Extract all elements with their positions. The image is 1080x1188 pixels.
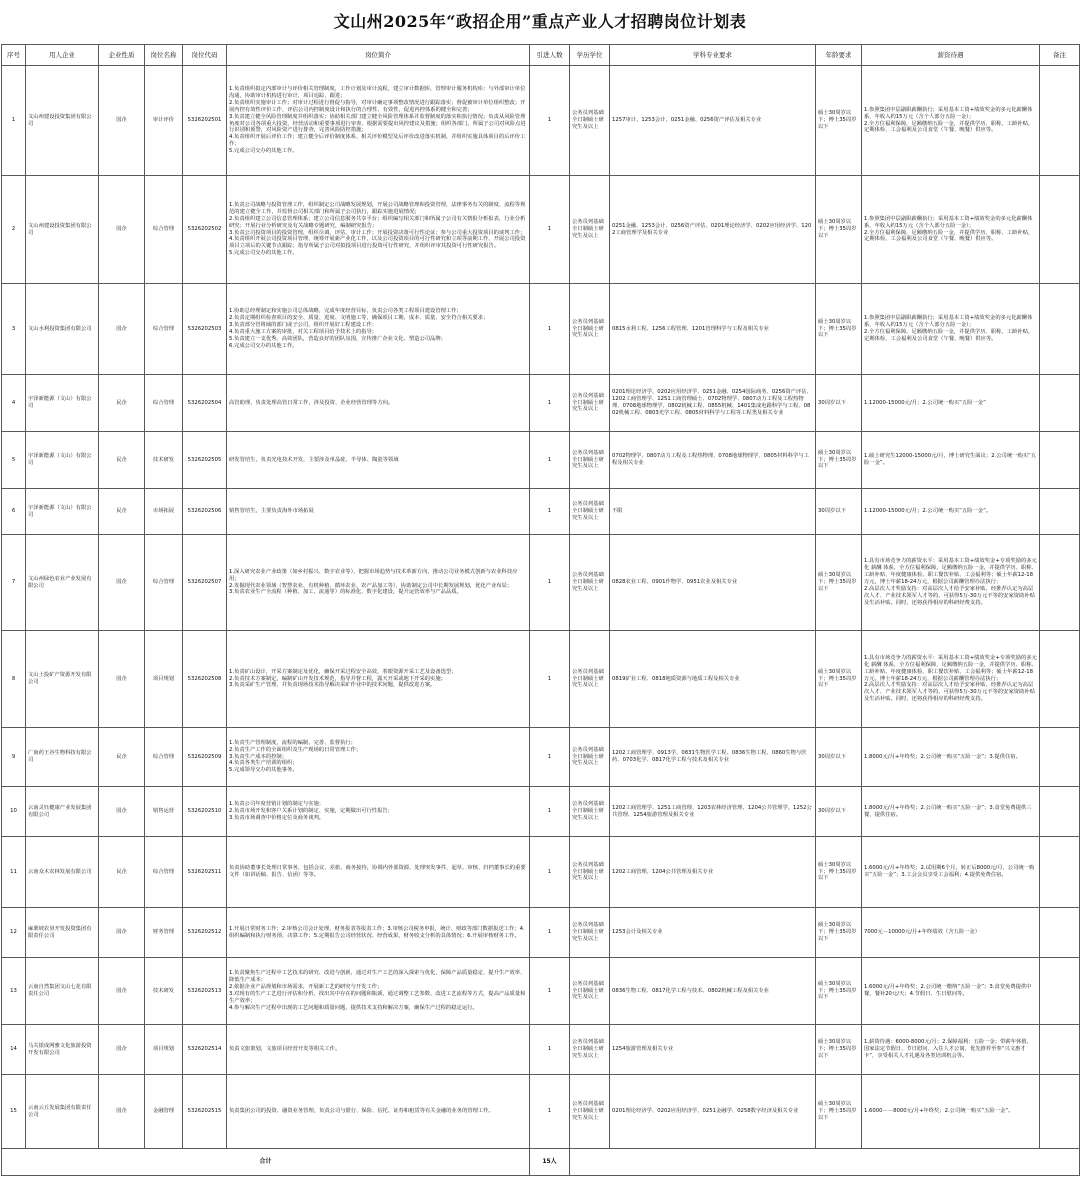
row-number: 2 bbox=[2, 176, 26, 284]
position-name: 技术研发 bbox=[145, 958, 183, 1025]
age-requirement: 硕士30周岁以下；博士35周岁以下 bbox=[816, 66, 862, 176]
table-row bbox=[2, 66, 1080, 176]
company-nature: 国企 bbox=[99, 535, 145, 631]
total-empty bbox=[570, 1149, 1080, 1176]
major-requirement: 1257审计、1253会计、0251金融、0256资产评估及相关专业 bbox=[610, 66, 816, 176]
position-name: 市场拓展 bbox=[145, 489, 183, 535]
salary-benefits: 1.硕士研究生12000-15000元/月，博士研究生面议；2.公司统一购买“五险一金”。 bbox=[862, 432, 1040, 489]
remarks bbox=[1040, 176, 1080, 284]
table-row bbox=[2, 908, 1080, 958]
column-header: 岗位代码 bbox=[183, 45, 227, 66]
column-header: 岗位名称 bbox=[145, 45, 183, 66]
row-number: 10 bbox=[2, 787, 26, 837]
remarks bbox=[1040, 631, 1080, 728]
major-requirement: 0702物理学、0807动力工程及工程热物理、0708地球物理学、0805材料科学与工程及相关专业 bbox=[610, 432, 816, 489]
position-name: 金融管理 bbox=[145, 1075, 183, 1149]
table-row bbox=[2, 1075, 1080, 1149]
position-intro: 1.负责聚焦生产过程中工艺技术的研究、改进与创新，通过对生产工艺的深入探索与优化，保障产品质量稳定、提升生产效率、降低生产成本； 2.依据企业产品规划和市场需求，开展新工艺的研究与开发工作； 3.对现有的生产工艺进行评估和分析，找出其中存在的问题和瓶颈，通过调整工艺参数、改进工艺流程等方式，提高产品质量和生产效率； 4.参与解决生产过程中出现的工艺问题和质量问题，提供技术支持和解决方案，确保生产过程的稳定运行。 bbox=[227, 958, 530, 1025]
hire-count: 1 bbox=[530, 837, 570, 908]
education-requirement: 公务员列基础全日制硕士研究生及以上 bbox=[570, 1025, 610, 1075]
position-name: 综合管理 bbox=[145, 535, 183, 631]
position-intro: 负责集团公司的投资、融资业务管理，负责公司与银行、保险、信托、证券和租赁等有关金融的业务的管理工作。 bbox=[227, 1075, 530, 1149]
position-intro: 研发管培生，负责光电技术开发，主要涉及单晶硅、半导体、陶瓷等领域 bbox=[227, 432, 530, 489]
company-name: 云南自然集团文山七花有限责任公司 bbox=[26, 958, 99, 1025]
position-name: 综合管理 bbox=[145, 284, 183, 375]
total-label: 合计 bbox=[2, 1149, 530, 1176]
company-nature: 国企 bbox=[99, 908, 145, 958]
salary-benefits: 1.8000元/月+年终奖；2.公司统一购买“五险一金”；3.提供住宿。 bbox=[862, 728, 1040, 787]
position-intro: 高管助理，负责处理高管日常工作，涉及投资、企业经营管理等方向。 bbox=[227, 375, 530, 432]
age-requirement: 30周岁以下 bbox=[816, 728, 862, 787]
age-requirement: 硕士30周岁以下；博士35周岁以下 bbox=[816, 535, 862, 631]
position-intro: 1.开展日常财务工作；2.审核公司会计处理，财务报表等报表工作；3.审核公司税务申报，统计、财政等部门数据报送工作；4.组织编制和执行财务预、决算工作；5.定期报告公司经营状况、经营成果，财务收支分析的具体情况；6.开展审核财务工作。 bbox=[227, 908, 530, 958]
hire-count: 1 bbox=[530, 176, 570, 284]
row-number: 5 bbox=[2, 432, 26, 489]
company-nature: 民企 bbox=[99, 837, 145, 908]
remarks bbox=[1040, 1025, 1080, 1075]
recruitment-table bbox=[1, 44, 1080, 1176]
position-name: 综合管理 bbox=[145, 837, 183, 908]
age-requirement: 硕士30周岁以下；博士35周岁以下 bbox=[816, 176, 862, 284]
education-requirement: 公务员列基础全日制硕士研究生及以上 bbox=[570, 284, 610, 375]
company-name: 文山土投矿产资源开发有限公司 bbox=[26, 631, 99, 728]
age-requirement: 硕士30周岁以下；博士35周岁以下 bbox=[816, 1075, 862, 1149]
column-header: 薪资待遇 bbox=[862, 45, 1040, 66]
remarks bbox=[1040, 787, 1080, 837]
education-requirement: 公务员列基础全日制硕士研究生及以上 bbox=[570, 375, 610, 432]
column-header: 年龄要求 bbox=[816, 45, 862, 66]
major-requirement: 0828农业工程、0901作物学、0951农业及相关专业 bbox=[610, 535, 816, 631]
remarks bbox=[1040, 837, 1080, 908]
column-header: 引进人数 bbox=[530, 45, 570, 66]
salary-benefits: 1.8000元/月+年终奖；2.公司统一购买“五险一金”；3.食堂免费提供三餐，提供住宿。 bbox=[862, 787, 1040, 837]
position-name: 综合管理 bbox=[145, 375, 183, 432]
major-requirement: 0251金融、1253会计、0256资产评估、0201理论经济学、0202应用经济学、1202工商管理学及相关专业 bbox=[610, 176, 816, 284]
company-name: 云南云丘发展集团有限责任公司 bbox=[26, 1075, 99, 1149]
position-code: 5326202515 bbox=[183, 1075, 227, 1149]
company-nature: 国企 bbox=[99, 1075, 145, 1149]
salary-benefits: 1.参照集团中层副职薪酬执行；采用基本工资+绩效奖金的多元化薪酬体系，年收入约15万元（含个人部分五险一金）； 2.全方位福利保障，足额缴纳五险一金，并提供学历、职称、工龄补贴，定期体检、工会福利及公司食堂（午餐、晚餐）供应等。 bbox=[862, 176, 1040, 284]
salary-benefits: 1.6000－－8000元/月+年终奖；2.公司统一购买“五险一金”。 bbox=[862, 1075, 1040, 1149]
row-number: 6 bbox=[2, 489, 26, 535]
salary-benefits: 1.薪资待遇：6000-8000元/月；2.保障福利：五险一金；带薪年休假，国家法定节假日、节日慰问、入住人才公寓，优先推荐至参“兴文惠才卡”，享受相关人才礼遇及各类培训机会等。 bbox=[862, 1025, 1040, 1075]
position-code: 5326202513 bbox=[183, 958, 227, 1025]
company-nature: 国企 bbox=[99, 631, 145, 728]
company-name: 宇泽新能源（文山）有限公司 bbox=[26, 432, 99, 489]
company-nature: 国企 bbox=[99, 176, 145, 284]
hire-count: 1 bbox=[530, 908, 570, 958]
column-header: 序号 bbox=[2, 45, 26, 66]
table-row bbox=[2, 535, 1080, 631]
hire-count: 1 bbox=[530, 728, 570, 787]
salary-benefits: 1.12000-15000元/月；2.公司统一购买“五险一金” bbox=[862, 375, 1040, 432]
education-requirement: 公务员列基础全日制硕士研究生及以上 bbox=[570, 66, 610, 176]
hire-count: 1 bbox=[530, 375, 570, 432]
table-row bbox=[2, 432, 1080, 489]
salary-benefits: 1.参照集团中层副职薪酬执行；采用基本工资+绩效奖金的多元化薪酬体系，年收入约15万元（含个人部分五险一金）； 2.全方位福利保障，足额缴纳五险一金，并提供学历、职称、工龄补贴，定期体检、工会福利及公司食堂（午餐、晚餐）供应等。 bbox=[862, 284, 1040, 375]
position-name: 项目规划 bbox=[145, 631, 183, 728]
company-name: 麻栗坡农垦开发投资集团有限责任公司 bbox=[26, 908, 99, 958]
remarks bbox=[1040, 728, 1080, 787]
salary-benefits: 7000元－10000元/月+年终绩效（含五险一金） bbox=[862, 908, 1040, 958]
hire-count: 1 bbox=[530, 66, 570, 176]
remarks bbox=[1040, 489, 1080, 535]
table-row bbox=[2, 284, 1080, 375]
company-nature: 国企 bbox=[99, 787, 145, 837]
company-nature: 民企 bbox=[99, 728, 145, 787]
age-requirement: 硕士30周岁以下；博士35周岁以下 bbox=[816, 1025, 862, 1075]
hire-count: 1 bbox=[530, 535, 570, 631]
column-header: 备注 bbox=[1040, 45, 1080, 66]
column-header: 企业性质 bbox=[99, 45, 145, 66]
major-requirement: 1253会计及相关专业 bbox=[610, 908, 816, 958]
remarks bbox=[1040, 1075, 1080, 1149]
position-code: 5326202507 bbox=[183, 535, 227, 631]
position-code: 5326202502 bbox=[183, 176, 227, 284]
position-intro: 1.负责公司战略与投资管理工作，组织制定公司战略发展规划，开展公司战略管理和投资管理，法律事务有关的制度、流程等规范的建立健全工作，并监督公司相关部门和所属子公司执行，跟踪实施进展情况； 2.负责组织建立公司信息管理体系；建立公司信息服务共享平台；组织编写相关部门和所属子公司有关情报分析报表，行业分析研究；开展行业分析研究及有关战略专题研究，编制研究报告； 3.负责公司投资项目的投资管理，组织尽调、评估、审计工作；开展投资决策可行性论证；参与公司重大投资项目的谈判工作； 4.负责组织开展公司投资项目管理，统筹开展新产业化工作，以及公司投资项目的可行性研究和立项等前期工作，开展公司投资项目立项后的关键节点跟踪；指导所属子公司对拟投项目进行投资可行性研究，并组织评审其投资可行性研究报告。 5.完成公司交办的其他工作。 bbox=[227, 176, 530, 284]
hire-count: 1 bbox=[530, 787, 570, 837]
column-header: 用人企业 bbox=[26, 45, 99, 66]
hire-count: 1 bbox=[530, 958, 570, 1025]
position-code: 5326202510 bbox=[183, 787, 227, 837]
row-number: 14 bbox=[2, 1025, 26, 1075]
company-nature: 国企 bbox=[99, 66, 145, 176]
hire-count: 1 bbox=[530, 631, 570, 728]
position-intro: 1.负责生产管理制度，流程的编制、完善、监督执行； 2.负责生产工作的全面组织及生产现场的日常管理工作； 3.负责生产成本的控制； 4.负责各类生产培训的组织； 5.完成领导交办的其他事务。 bbox=[227, 728, 530, 787]
table-row bbox=[2, 728, 1080, 787]
position-intro: 1.协助总经理制定和实施公司总体战略，完成年度经营目标，负责公司各类工程项目建设管理工作； 2.负责定期组织检查项目的安全、质量、进度、文明施工等，确保项目工期、成本、质量、安全符合相关要求； 3.负责部分管将域的部门或子公司，组织开展好工程建设工作； 4.负责重大施工方案的审批，对关工程项目给予技术上的指导； 5.负责建立一支优秀、高效团队，营造良好的团队氛围，宣传推广企业文化、塑造公司品牌； 6.完成公司交办的其他工作。 bbox=[227, 284, 530, 375]
table-header-row bbox=[2, 45, 1080, 66]
table-row bbox=[2, 176, 1080, 284]
position-code: 5326202511 bbox=[183, 837, 227, 908]
position-intro: 负责文旅策划，文旅项目经营开发等相关工作。 bbox=[227, 1025, 530, 1075]
total-row bbox=[2, 1149, 1080, 1176]
hire-count: 1 bbox=[530, 1075, 570, 1149]
age-requirement: 30周岁以下 bbox=[816, 489, 862, 535]
education-requirement: 公务员列基础全日制硕士研究生及以上 bbox=[570, 535, 610, 631]
salary-benefits: 1.参照集团中层副职薪酬执行；采用基本工资+绩效奖金的多元化薪酬体系，年收入约15万元（含个人部分五险一金）； 2.全方位福利保障，足额缴纳五险一金，并提供学历、职称、工龄补贴，定期体检、工会福利及公司食堂（午餐、晚餐）供应等。 bbox=[862, 66, 1040, 176]
table-row bbox=[2, 1025, 1080, 1075]
position-intro: 1.负责矿山设计，开采方案制定及优化，确保开采过程安全高效，着眼资源开采工艺及设备选型； 2.负责技术方案制定，编制矿山开发技术规范，指导并督工程，露天开采或地下开采的实施； 3.负责采矿生产管理，并负责现场技术指导解决采矿作业中的技术问题，提供改进方案。 bbox=[227, 631, 530, 728]
age-requirement: 硕士30周岁以下；博士35周岁以下 bbox=[816, 631, 862, 728]
education-requirement: 公务员列基础全日制硕士研究生及以上 bbox=[570, 728, 610, 787]
company-nature: 国企 bbox=[99, 1025, 145, 1075]
major-requirement: 不限 bbox=[610, 489, 816, 535]
position-intro: 销售管培生，主要负责海外市场拓展 bbox=[227, 489, 530, 535]
major-requirement: 1202工商管理、1204公共管理及相关专业 bbox=[610, 837, 816, 908]
row-number: 7 bbox=[2, 535, 26, 631]
company-name: 马关银成网雅文化旅游投资开发有限公司 bbox=[26, 1025, 99, 1075]
company-name: 文山州建设投资集团有限公司 bbox=[26, 66, 99, 176]
education-requirement: 公务员列基础全日制硕士研究生及以上 bbox=[570, 908, 610, 958]
row-number: 15 bbox=[2, 1075, 26, 1149]
page-title: 文山州2025年“政招企用”重点产业人才招聘岗位计划表 bbox=[333, 12, 747, 31]
education-requirement: 公务员列基础全日制硕士研究生及以上 bbox=[570, 958, 610, 1025]
major-requirement: 0201理论经济学、0202应用经济学、0251金融学、0258数字经济及相关专业 bbox=[610, 1075, 816, 1149]
position-code: 5326202505 bbox=[183, 432, 227, 489]
company-name: 文山水利投资集团有限公司 bbox=[26, 284, 99, 375]
position-name: 审计评价 bbox=[145, 66, 183, 176]
major-requirement: 0815水利工程、1256工程管理、1201管理科学与工程及相关专业 bbox=[610, 284, 816, 375]
table-row bbox=[2, 787, 1080, 837]
table-row bbox=[2, 958, 1080, 1025]
column-header: 学历学位 bbox=[570, 45, 610, 66]
hire-count: 1 bbox=[530, 489, 570, 535]
major-requirement: 1202工商管理学、0913学、0831生物医学工程、0836生物工程、0860生物与医药、0703化学、0817化学工程与技术及相关专业 bbox=[610, 728, 816, 787]
remarks bbox=[1040, 535, 1080, 631]
major-requirement: 1254旅游管理及相关专业 bbox=[610, 1025, 816, 1075]
row-number: 4 bbox=[2, 375, 26, 432]
company-nature: 民企 bbox=[99, 432, 145, 489]
age-requirement: 硕士30周岁以下；博士35周岁以下 bbox=[816, 284, 862, 375]
table-row bbox=[2, 837, 1080, 908]
age-requirement: 硕士30周岁以下；博士35周岁以下 bbox=[816, 432, 862, 489]
age-requirement: 30周岁以下 bbox=[816, 375, 862, 432]
education-requirement: 公务员列基础全日制硕士研究生及以上 bbox=[570, 1075, 610, 1149]
company-name: 文山州绿色农业产业发展有限公司 bbox=[26, 535, 99, 631]
column-header: 学科专业要求 bbox=[610, 45, 816, 66]
salary-benefits: 1.6000元/月+年终奖；2.试用期6个月，转正后8000元/月，公司统一购买“五险一金”；3.工会会员享受工会福利；4.提供免费住宿。 bbox=[862, 837, 1040, 908]
hire-count: 1 bbox=[530, 1025, 570, 1075]
table-row bbox=[2, 489, 1080, 535]
age-requirement: 硕士30周岁以下；博士35周岁以下 bbox=[816, 837, 862, 908]
age-requirement: 硕士30周岁以下；博士35周岁以下 bbox=[816, 908, 862, 958]
total-count: 15人 bbox=[530, 1149, 570, 1176]
company-nature: 民企 bbox=[99, 375, 145, 432]
row-number: 3 bbox=[2, 284, 26, 375]
company-name: 宇泽新能源（文山）有限公司 bbox=[26, 375, 99, 432]
position-name: 财务管理 bbox=[145, 908, 183, 958]
position-intro: 1.深入研究农业产业政策（如乡村振兴、数字农业等），把握市场趋势与技术革新方向，推动公司业务模式创新与农业科技应用； 2.发掘现代农业领域（智慧农业、有机种植、循环农业、农产品加工等），协助制定公司中长期发展规划，优化产业布局； 3.负责农业生产全流程（种植、加工、流通等）的标准化、数字化建设，提升运营效率与产品品质。 bbox=[227, 535, 530, 631]
age-requirement: 硕士30周岁以下；博士35周岁以下 bbox=[816, 958, 862, 1025]
row-number: 9 bbox=[2, 728, 26, 787]
remarks bbox=[1040, 284, 1080, 375]
position-name: 项目规划 bbox=[145, 1025, 183, 1075]
row-number: 1 bbox=[2, 66, 26, 176]
position-name: 综合管理 bbox=[145, 728, 183, 787]
position-name: 综合管理 bbox=[145, 176, 183, 284]
education-requirement: 公务员列基础全日制硕士研究生及以上 bbox=[570, 432, 610, 489]
position-code: 5326202509 bbox=[183, 728, 227, 787]
company-name: 宇泽新能源（文山）有限公司 bbox=[26, 489, 99, 535]
position-intro: 1.负责公司年度营销计划的制定与实施； 2.负责市场开发和客户关系计划的制定、实施，定期做出可行性报告； 3.负责市场调查中价格定位及商务谈判。 bbox=[227, 787, 530, 837]
education-requirement: 公务员列基础全日制硕士研究生及以上 bbox=[570, 176, 610, 284]
column-header: 岗位简介 bbox=[227, 45, 530, 66]
position-name: 销售运营 bbox=[145, 787, 183, 837]
company-nature: 国企 bbox=[99, 958, 145, 1025]
remarks bbox=[1040, 908, 1080, 958]
age-requirement: 30周岁以下 bbox=[816, 787, 862, 837]
position-code: 5326202501 bbox=[183, 66, 227, 176]
row-number: 8 bbox=[2, 631, 26, 728]
position-intro: 1.负责组织拟定内部审计与评价相关管理制度，工作计划及审计流程，建立审计数据库，管理审计服务机构库；与外部审计单位沟通，协助审计机构进行审计，项目追踪，跟进； 2.负责组织实施审计工作；对审计过程进行督促与指导，对审计确定事项整改情况进行跟踪落实；督促被审计单位组织整改；开展内控有效性评价工作，评估公司内控制度设计和执行的合理性、有效性，促进内控体系的健全和完善； 3.负责建立健全风险管理制度并组织落实；协助相关部门建立健全风险管理体系并监督制度的落实和执行情况；负责从风险管理角度对公司各项重大投资、经营活动和重要事项进行审查，根据需要提出风控建议及措施；组织各部门，所属子公司对风险点进行识别和预警，对风险资产进行排查，完善风险防控措施； 4.负责组织开展后评价工作；建立健全后评价制度体系、相关评价模型及后评价改进落实机制，并组织实施具体项目的后评价工作； 5.完成公司交办的其他工作。 bbox=[227, 66, 530, 176]
table-row bbox=[2, 631, 1080, 728]
company-name: 云南灵钰健康产业发展集团有限公司 bbox=[26, 787, 99, 837]
education-requirement: 公务员列基础全日制硕士研究生及以上 bbox=[570, 489, 610, 535]
hire-count: 1 bbox=[530, 284, 570, 375]
position-code: 5326202512 bbox=[183, 908, 227, 958]
education-requirement: 公务员列基础全日制硕士研究生及以上 bbox=[570, 787, 610, 837]
salary-benefits: 1.具有市场竞争力的薪资水平：采用基本工资+绩效奖金+专项奖励的多元化 薪酬 体系，全方位福利保障，足额缴纳五险一金，并提供学历、职称、工龄补贴、年度健康体检、职工餐饮补贴、工会福利等；硕士年薪12-18万元，博士年薪18-24万元，根据公司薪酬管理办法执行； 2.高层次人才奖励支持：对高层次人才给予安家补贴，经推荐认定为高层次人才、产业技术领军人才等的，可获得5万-30万元不等的安家资助补贴及生活补贴。同时，还将获得相应的科研经费支持。 bbox=[862, 535, 1040, 631]
major-requirement: 0819矿业工程、0818地质资源与地质工程及相关专业 bbox=[610, 631, 816, 728]
row-number: 11 bbox=[2, 837, 26, 908]
education-requirement: 公务员列基础全日制硕士研究生及以上 bbox=[570, 631, 610, 728]
remarks bbox=[1040, 66, 1080, 176]
position-code: 5326202508 bbox=[183, 631, 227, 728]
major-requirement: 1202工商管理学、1251工商管理、1203农林经济管理、1204公共管理学、1252公共管理、1254旅游管理及相关专业 bbox=[610, 787, 816, 837]
position-intro: 负责协助董事长处理日常事务，包括会议、差旅、商务接待，协调内外部资源，处理突发事件，起草、审核、归档董事长的重要文件（如讲话稿、报告、信函）等等。 bbox=[227, 837, 530, 908]
salary-benefits: 1.6000元/月+年终奖；2.公司统一缴纳“五险一金”；3.食堂免费提供中餐，餐补20元/天；4.节假日、生日慰问等。 bbox=[862, 958, 1040, 1025]
position-code: 5326202503 bbox=[183, 284, 227, 375]
company-nature: 国企 bbox=[99, 284, 145, 375]
remarks bbox=[1040, 958, 1080, 1025]
position-code: 5326202504 bbox=[183, 375, 227, 432]
company-name: 云南众木农林发展有限公司 bbox=[26, 837, 99, 908]
remarks bbox=[1040, 432, 1080, 489]
salary-benefits: 1.12000-15000元/月；2.公司统一购买“五险一金”。 bbox=[862, 489, 1040, 535]
position-code: 5326202514 bbox=[183, 1025, 227, 1075]
education-requirement: 公务员列基础全日制硕士研究生及以上 bbox=[570, 837, 610, 908]
company-name: 广南药王谷生物科技有限公司 bbox=[26, 728, 99, 787]
major-requirement: 0201理论经济学、0202应用经济学、0251金融、0254国际商务、0256资产评估、1202工商管理学、1251工商管理硕士、0702物理学、0807动力工程及工程热物理、0708地球物理学、0802机械工程、0855机械、1401集成电路科学与工程、0802机械工程、0803光学工程、0805材料科学与工程等工程类及相关专业 bbox=[610, 375, 816, 432]
major-requirement: 0836生物工程、0817化学工程与技术、0802机械工程及相关专业 bbox=[610, 958, 816, 1025]
position-name: 技术研发 bbox=[145, 432, 183, 489]
company-nature: 民企 bbox=[99, 489, 145, 535]
position-code: 5326202506 bbox=[183, 489, 227, 535]
row-number: 13 bbox=[2, 958, 26, 1025]
row-number: 12 bbox=[2, 908, 26, 958]
salary-benefits: 1.具有市场竞争力的薪资水平：采用基本工资+绩效奖金+专项奖励的多元化 薪酬 体系，全方位福利保障，足额缴纳五险一金，并提供学历、职称、工龄补贴、年度健康体检、职工餐饮补贴、工会福利等；硕士年薪12-18万元，博士年薪18-24万元，根据公司薪酬管理办法执行； 2.高层次人才奖励支持：对高层次人才给予安家补贴，经推荐认定为高层次人才、产业技术领军人才等的，可获得5万-30万元不等的安家资助补贴及生活补贴。同时，还将获得相应的科研经费支持。 bbox=[862, 631, 1040, 728]
hire-count: 1 bbox=[530, 432, 570, 489]
remarks bbox=[1040, 375, 1080, 432]
table-row bbox=[2, 375, 1080, 432]
company-name: 文山州建设投资集团有限公司 bbox=[26, 176, 99, 284]
